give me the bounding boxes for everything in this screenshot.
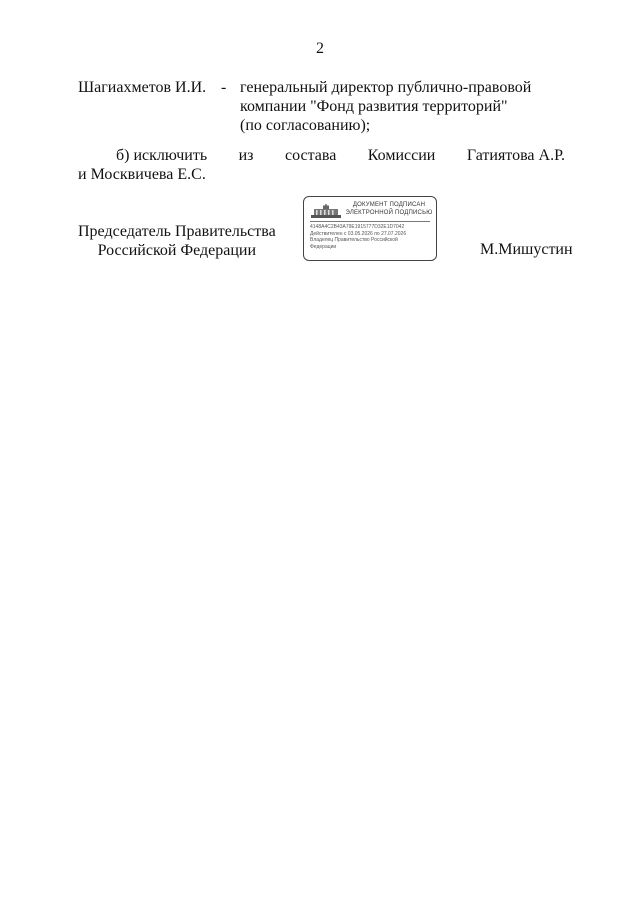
member-position-line: генеральный директор публично-правовой [240, 79, 532, 96]
stamp-title [344, 202, 434, 217]
exclusion-word: из [238, 147, 254, 164]
stamp-certificate: 4148A4C2B43A79E1915777D32E1D7042 [310, 224, 405, 230]
member-dash: - [221, 79, 227, 96]
exclusion-line-1 [78, 146, 565, 165]
government-building-icon [311, 204, 341, 218]
member-position [240, 78, 570, 135]
member-name: Шагиахметов И.И. [78, 79, 207, 96]
stamp-details [310, 224, 434, 250]
stamp-validity: Действителен с 03.05.2026 по 27.07.2026 [310, 230, 407, 237]
exclusion-word: Комиссии [367, 147, 436, 164]
page-number: 2 [316, 40, 324, 57]
stamp-owner-line: Владелец Правительство Российской [310, 237, 398, 244]
exclusion-paragraph [78, 146, 565, 184]
stamp-divider [310, 221, 430, 222]
electronic-signature-stamp [303, 196, 437, 261]
exclusion-word: состава [284, 147, 337, 164]
exclusion-word: Гатиятова А.Р. [466, 147, 565, 164]
member-position-line: (по согласованию); [240, 117, 371, 134]
signatory-title-line: Российской Федерации [97, 242, 257, 259]
stamp-title-line: ЭЛЕКТРОННОЙ ПОДПИСЬЮ [345, 209, 433, 216]
exclusion-word: б) исключить [116, 147, 208, 164]
signatory-name: М.Мишустин [480, 241, 573, 258]
exclusion-line-2: и Москвичева Е.С. [78, 166, 206, 183]
signatory-title-line: Председатель Правительства [78, 223, 276, 240]
stamp-title-line: ДОКУМЕНТ ПОДПИСАН [352, 202, 426, 208]
stamp-owner-line: Федерации [310, 243, 337, 250]
signatory-title [78, 222, 276, 260]
member-position-line: компании "Фонд развития территорий" [240, 98, 508, 115]
